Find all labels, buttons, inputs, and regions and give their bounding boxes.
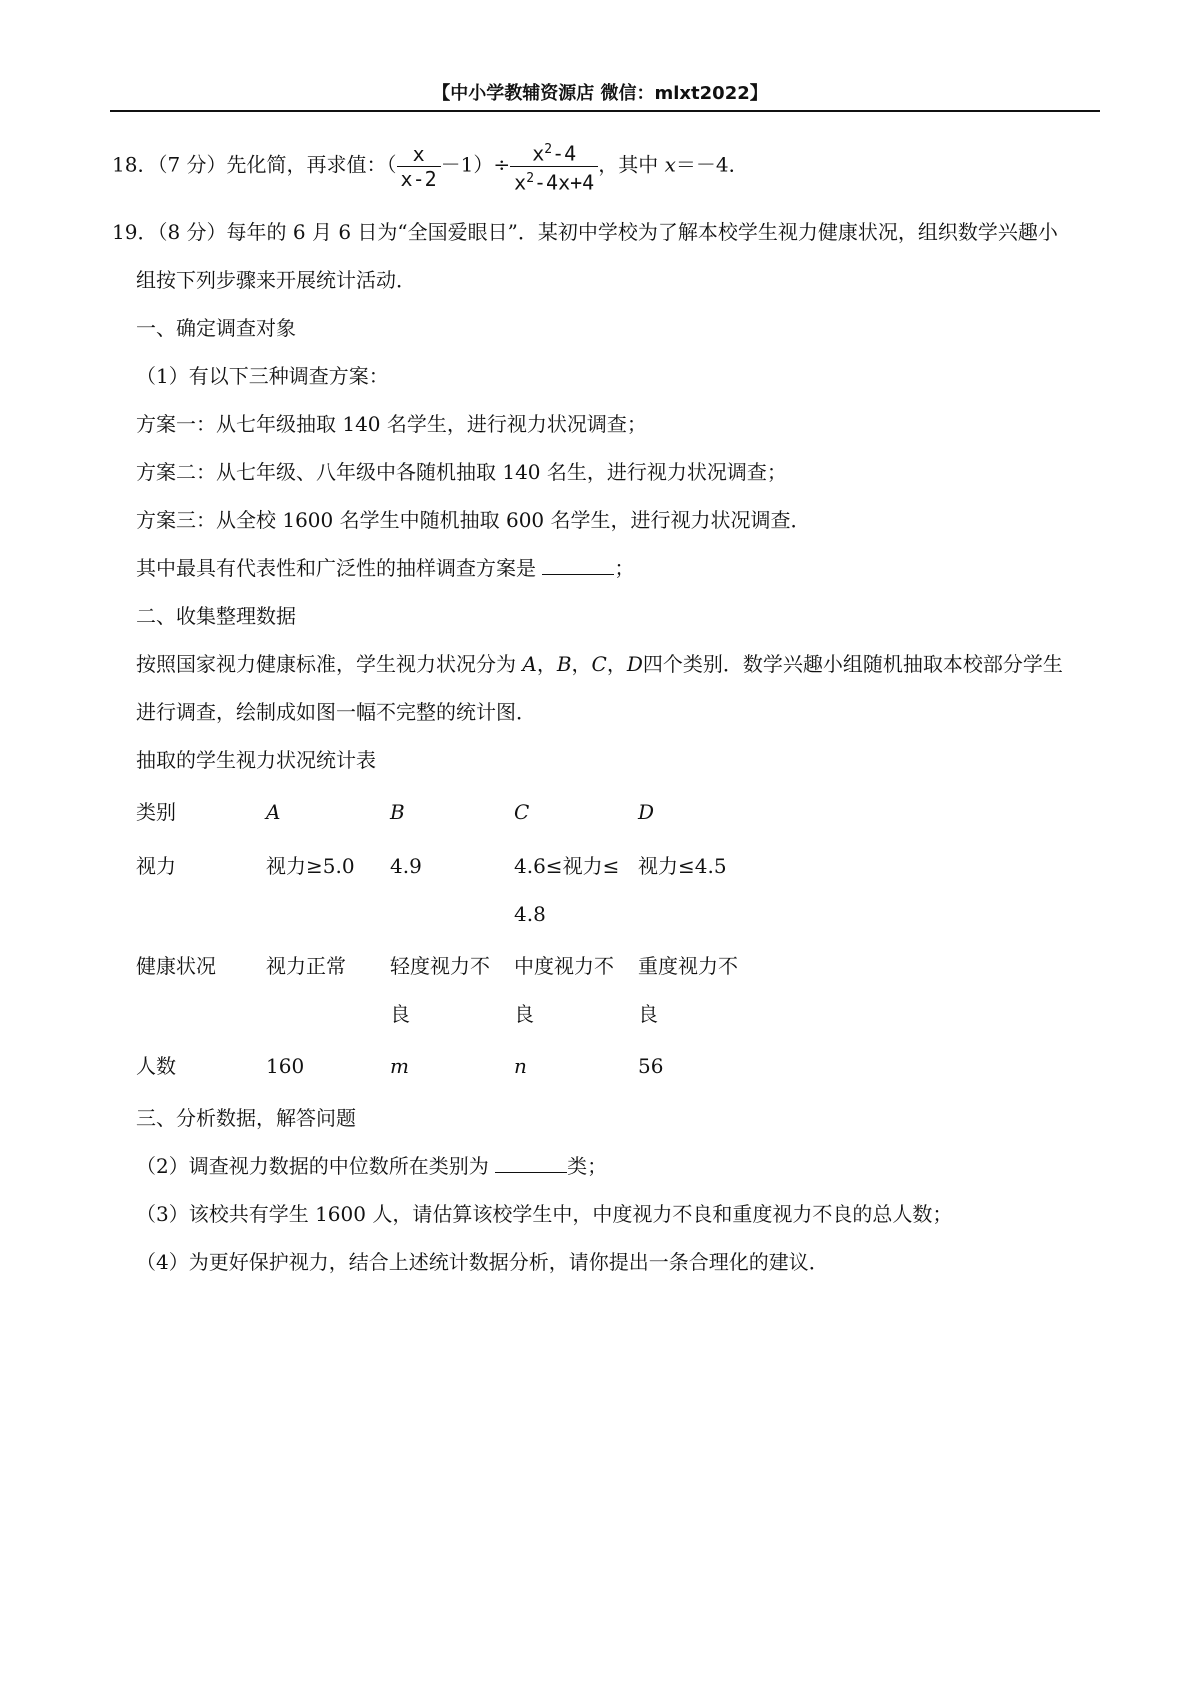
question-1-line [136, 554, 634, 582]
table-cell-d: D [638, 800, 655, 824]
question-18 [112, 138, 749, 194]
q18-frac2-den-var: x [514, 170, 527, 195]
q2-suffix: 类； [567, 1154, 608, 1178]
plan-1: 方案一：从七年级抽取 140 名学生，进行视力状况调查； [136, 412, 647, 436]
question-1-suffix: ； [614, 556, 635, 580]
sub-question-4: （4）为更好保护视力，结合上述统计数据分析，请你提出一条合理化的建议． [136, 1250, 829, 1274]
data-description-line-2: 进行调查，绘制成如图一幅不完整的统计图． [136, 700, 536, 724]
question-1-prefix: 其中最具有代表性和广泛性的抽样调查方案是 [136, 556, 543, 580]
separator: ， [571, 652, 592, 676]
q18-mid: －1）÷ [440, 152, 511, 177]
table-cell-health-c-wrap: 良 [514, 1002, 534, 1026]
table-cell-a: A [266, 800, 281, 824]
table-header-health: 健康状况 [136, 954, 216, 978]
page-header: 【中小学教辅资源店 微信：mlxt2022】 [432, 83, 768, 104]
q18-frac2-numerator [510, 138, 598, 166]
q19-intro-line-1: 19．（8 分）每年的 6 月 6 日为“全国爱眼日”．某初中学校为了解本校学生视力健康状况，组织数学兴趣小 [112, 220, 1058, 244]
category-a: A [522, 652, 537, 676]
table-cell-count-d: 56 [638, 1054, 664, 1078]
para2-suffix: 四个类别．数学兴趣小组随机抽取本校部分学生 [642, 652, 1063, 676]
q2-prefix: （2）调查视力数据的中位数所在类别为 [136, 1154, 496, 1178]
q19-intro-line-2: 组按下列步骤来开展统计活动． [136, 268, 416, 292]
para2-prefix: 按照国家视力健康标准，学生视力状况分为 [136, 652, 523, 676]
table-cell-health-c: 中度视力不 [514, 954, 614, 978]
table-cell-vision-c-wrap: 4.8 [514, 902, 546, 926]
q18-frac2-denominator [510, 166, 598, 195]
sub-question-1: （1）有以下三种调查方案： [136, 364, 389, 388]
section-2-heading: 二、收集整理数据 [136, 604, 296, 628]
table-header-count: 人数 [136, 1054, 176, 1078]
q18-frac2-den-rest: -4x+4 [534, 170, 595, 195]
q18-frac2-num-rest: -4 [552, 141, 577, 166]
q18-fraction-2 [510, 138, 598, 194]
table-cell-health-a: 视力正常 [266, 954, 346, 978]
separator: ， [606, 652, 627, 676]
table-cell-c: C [514, 800, 530, 824]
q18-frac2-den-exp: 2 [526, 170, 535, 186]
section-3-heading: 三、分析数据，解答问题 [136, 1106, 356, 1130]
answer-blank-1[interactable] [542, 554, 614, 575]
table-header-category: 类别 [136, 800, 176, 824]
table-cell-count-b: m [390, 1054, 409, 1078]
answer-blank-2[interactable] [495, 1152, 567, 1173]
table-cell-b: B [390, 800, 405, 824]
category-b: B [556, 652, 572, 676]
sub-question-3: （3）该校共有学生 1600 人，请估算该校学生中，中度视力不良和重度视力不良的总人数； [136, 1202, 953, 1226]
q18-fraction-1 [397, 142, 441, 191]
section-1-heading: 一、确定调查对象 [136, 316, 296, 340]
data-description-line-1 [136, 650, 1063, 678]
q18-frac1-denominator: x-2 [397, 166, 441, 191]
table-cell-health-d-wrap: 良 [638, 1002, 658, 1026]
table-cell-health-b: 轻度视力不 [390, 954, 490, 978]
table-cell-health-d: 重度视力不 [638, 954, 738, 978]
table-cell-vision-c: 4.6≤视力≤ [514, 854, 620, 878]
table-cell-count-a: 160 [266, 1054, 305, 1078]
separator: ， [536, 652, 557, 676]
table-cell-vision-d: 视力≤4.5 [638, 854, 727, 878]
q18-frac1-numerator: x [412, 141, 425, 166]
category-c: C [591, 652, 607, 676]
q18-frac2-num-var: x [532, 141, 545, 166]
plan-3: 方案三：从全校 1600 名学生中随机抽取 600 名学生，进行视力状况调查． [136, 508, 811, 532]
table-cell-count-c: n [514, 1054, 527, 1078]
table-cell-health-b-wrap: 良 [390, 1002, 410, 1026]
table-header-vision: 视力 [136, 854, 176, 878]
q18-prefix: 18．（7 分）先化简，再求值：（ [112, 152, 397, 177]
sub-question-2 [136, 1152, 607, 1180]
table-cell-vision-a: 视力≥5.0 [266, 854, 355, 878]
header-divider [110, 110, 1100, 112]
q18-frac2-num-exp: 2 [544, 142, 553, 157]
table-cell-vision-b: 4.9 [390, 854, 422, 878]
q18-suffix-a: ，其中 [598, 152, 665, 177]
table-title: 抽取的学生视力状况统计表 [136, 748, 376, 772]
plan-2: 方案二：从七年级、八年级中各随机抽取 140 名生，进行视力状况调查； [136, 460, 787, 484]
category-d: D [626, 652, 643, 676]
q18-suffix-b: ＝－4． [675, 152, 749, 177]
q18-var-x: x [664, 152, 676, 177]
